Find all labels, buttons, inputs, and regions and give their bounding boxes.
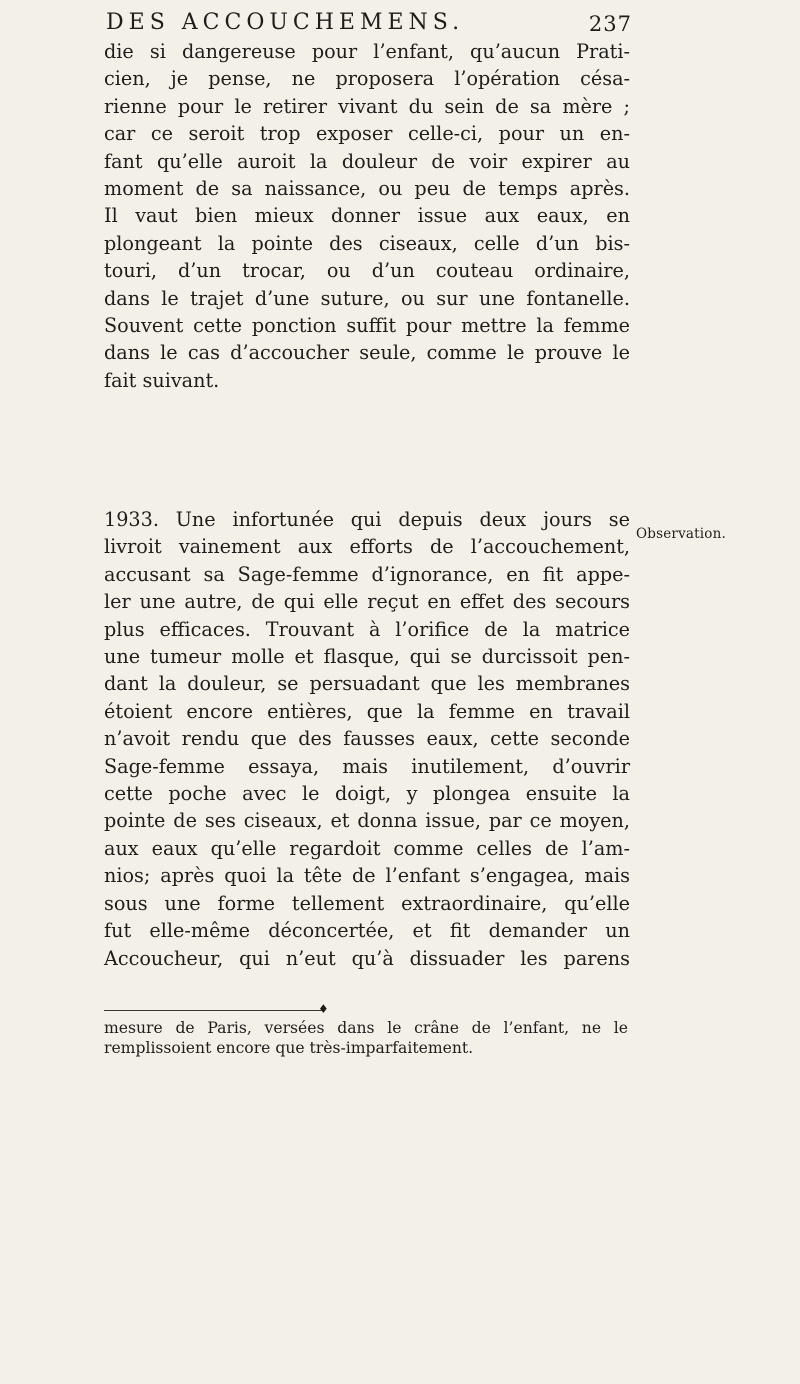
text-line: die si dangereuse pour l’enfant, qu’aucun Prati- bbox=[104, 40, 630, 63]
text-line: ler une autre, de qui elle reçut en effet des secours bbox=[104, 590, 630, 614]
text-line: aux eaux qu’elle regardoit comme celles de l’am- bbox=[104, 836, 630, 860]
paragraph-case-1933 bbox=[104, 506, 630, 972]
text-line: livroit vainement aux efforts de l’accouchement, bbox=[104, 535, 630, 559]
text-line: dant la douleur, se persuadant que les membranes bbox=[104, 672, 630, 696]
text-line: car ce seroit trop exposer celle-ci, pour un en- bbox=[104, 122, 630, 146]
text-line: Souvent cette ponction suffit pour mettre la femme bbox=[104, 314, 630, 338]
margin-note-observation: Observation. bbox=[636, 526, 727, 542]
paragraph-intro bbox=[104, 38, 630, 394]
footnote bbox=[104, 1018, 628, 1058]
text-line: fait suivant. bbox=[104, 368, 220, 392]
text-line: sous une forme tellement extraordinaire, qu’elle bbox=[104, 891, 630, 915]
text-line: étoient encore entières, que la femme en travail bbox=[104, 699, 630, 723]
text-line: rienne pour le retirer vivant du sein de sa mère ; bbox=[104, 94, 630, 118]
text-line: nios; après quoi la tête de l’enfant s’engagea, mais bbox=[104, 864, 630, 888]
text-line: une tumeur molle et flasque, qui se durcissoit pen- bbox=[104, 645, 630, 669]
text-line: Sage-femme essaya, mais inutilement, d’ouvrir bbox=[104, 754, 630, 778]
text-line: cien, je pense, ne proposera l’opération césa- bbox=[104, 67, 630, 91]
text-line: plongeant la pointe des ciseaux, celle d’un bis- bbox=[104, 231, 630, 255]
text-line: touri, d’un trocar, ou d’un couteau ordinaire, bbox=[104, 259, 630, 283]
text-line: dans le trajet d’une suture, ou sur une fontanelle. bbox=[104, 286, 630, 310]
text-line-content: Une infortunée qui depuis deux jours se bbox=[175, 508, 630, 531]
text-line: dans le cas d’accoucher seule, comme le prouve le bbox=[104, 341, 630, 365]
text-line: n’avoit rendu que des fausses eaux, cette seconde bbox=[104, 727, 630, 751]
text-line: Accoucheur, qui n’eut qu’à dissuader les parens bbox=[104, 946, 630, 970]
rule-ornament-icon: ♦ bbox=[318, 1002, 329, 1016]
text-line-with-case-number bbox=[104, 506, 630, 533]
footnote-rule bbox=[104, 1010, 324, 1011]
text-line: plus efficaces. Trouvant à l’orifice de la matrice bbox=[104, 617, 630, 641]
running-title: DES ACCOUCHEMENS. bbox=[106, 10, 465, 35]
footnote-line: mesure de Paris, versées dans le crâne de l’enfant, ne le bbox=[104, 1019, 628, 1037]
text-line: Il vaut bien mieux donner issue aux eaux, en bbox=[104, 204, 630, 228]
text-line: fut elle-même déconcertée, et fit demander un bbox=[104, 919, 630, 943]
case-number: 1933. bbox=[104, 508, 159, 531]
text-line: pointe de ses ciseaux, et donna issue, par ce moyen, bbox=[104, 809, 630, 833]
text-line: moment de sa naissance, ou peu de temps après. bbox=[104, 177, 630, 201]
text-line: fant qu’elle auroit la douleur de voir expirer au bbox=[104, 149, 630, 173]
text-line: accusant sa Sage-femme d’ignorance, en fit appe- bbox=[104, 562, 630, 586]
page-number: 237 bbox=[588, 12, 632, 36]
footnote-line: remplissoient encore que très-imparfaitement. bbox=[104, 1039, 474, 1057]
text-line: cette poche avec le doigt, y plongea ensuite la bbox=[104, 782, 630, 806]
